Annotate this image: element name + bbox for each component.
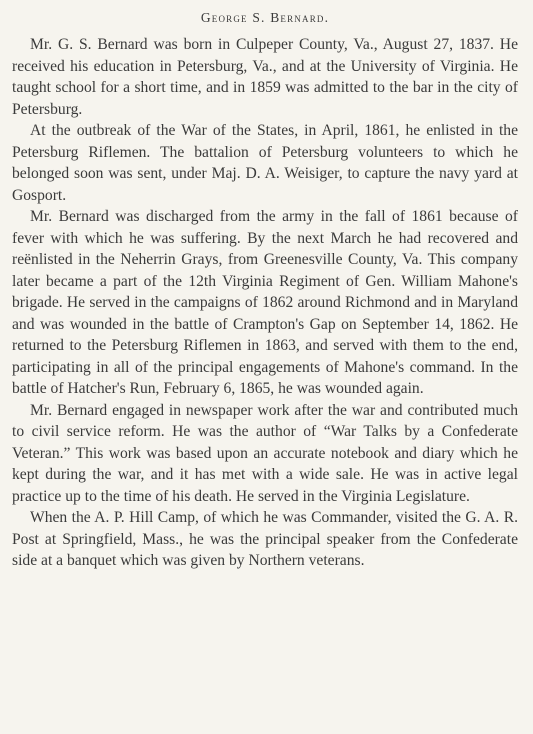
document-page [12,8,518,572]
paragraph-birth-education: Mr. G. S. Bernard was born in Culpeper County, Va., August 27, 1837. He received his education in Petersburg, Va., and at the University of Virginia. He taught school for a short time, and in 1859 was admitted to the bar in the city of Petersburg. [12,36,518,118]
paragraph-war-outbreak: At the outbreak of the War of the States, in April, 1861, he enlisted in the Petersburg Riflemen. The battalion of Petersburg volunteers to which he belonged soon was sent, under Maj. D. A. Weisiger, to capture the navy yard at Gosport. [12,122,518,204]
page-title: George S. Bernard. [200,10,330,25]
paragraph-military-service: Mr. Bernard was discharged from the army in the fall of 1861 because of fever with which he was suffering. By the next March he had recovered and reënlisted in the Neherrin Grays, from Greenesville County, Va. This company later became a part of the 12th Virginia Regiment of Gen. William Mahone's brigade. He served in the campaigns of 1862 around Richmond and in Maryland and was wounded in the battle of Crampton's Gap on September 14, 1862. He returned to the Petersburg Riflemen in 1863, and served with them to the end, participating in all of the principal engagements of Mahone's command. In the battle of Hatcher's Run, February 6, 1865, he was wounded again. [12,208,518,397]
paragraph-postwar-career: Mr. Bernard engaged in newspaper work after the war and contributed much to civil service reform. He was the author of “War Talks by a Confederate Veteran.” This work was based upon an accurate notebook and diary which he kept during the war, and it has met with a wide sale. He was in active legal practice up to the time of his death. He served in the Virginia Legislature. [12,401,518,505]
paragraph-hill-camp: When the A. P. Hill Camp, of which he was Commander, visited the G. A. R. Post at Springfield, Mass., he was the principal speaker from the Confederate side at a banquet which was given by Northern veterans. [12,509,518,569]
